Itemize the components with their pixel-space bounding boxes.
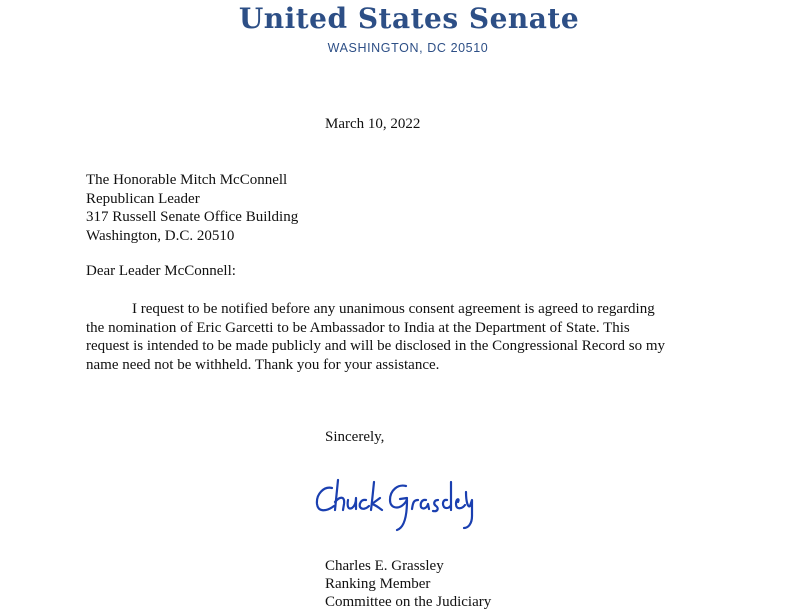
body-line: I request to be notified before any unanimous consent agreement is agreed to regarding xyxy=(132,301,655,317)
signer-committee: Committee on the Judiciary xyxy=(325,594,492,610)
letterhead-title: United States Senate xyxy=(238,2,580,35)
salutation: Dear Leader McConnell: xyxy=(86,263,236,279)
closing: Sincerely, xyxy=(325,429,385,445)
signer-block xyxy=(325,557,491,611)
handwritten-signature xyxy=(310,472,475,532)
body-line: request is intended to be made publicly and will be disclosed in the Congressional Record so my xyxy=(86,338,666,354)
recipient-line: Washington, D.C. 20510 xyxy=(86,228,235,245)
letterhead-address: WASHINGTON, DC 20510 xyxy=(327,41,489,55)
recipient-line: 317 Russell Senate Office Building xyxy=(86,209,299,226)
signer-name: Charles E. Grassley xyxy=(325,558,444,574)
body-paragraph xyxy=(86,300,665,374)
body-line: the nomination of Eric Garcetti to be Ambassador to India at the Department of State. This xyxy=(86,319,630,336)
letter-date: March 10, 2022 xyxy=(325,116,421,132)
signer-title: Ranking Member xyxy=(325,576,431,592)
recipient-line: Republican Leader xyxy=(86,190,200,207)
recipient-address xyxy=(86,171,298,246)
recipient-line: The Honorable Mitch McConnell xyxy=(86,172,288,188)
body-line: name need not be withheld. Thank you for your assistance. xyxy=(86,356,440,373)
